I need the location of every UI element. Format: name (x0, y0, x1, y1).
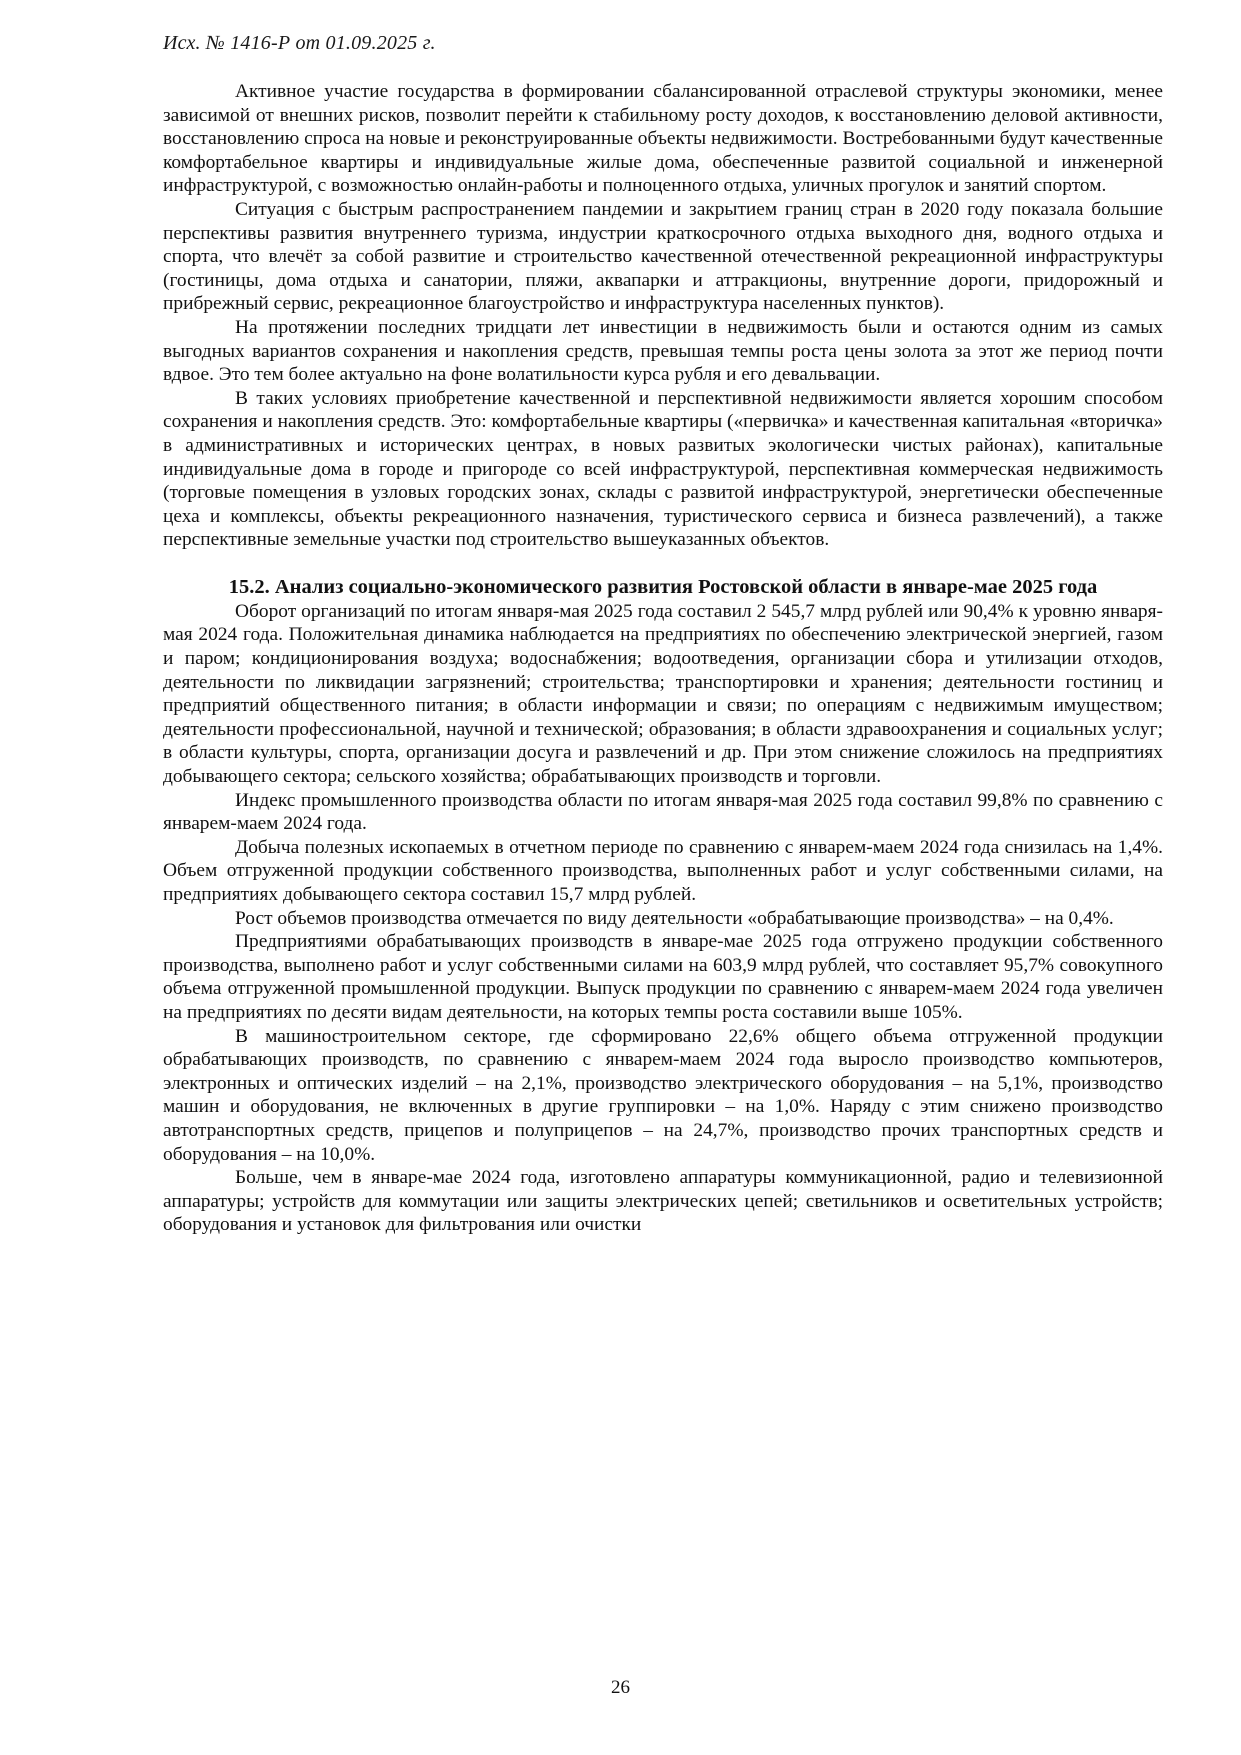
paragraph: Индекс промышленного производства области по итогам января-мая 2025 года составил 99,8% по сравнению с январем-маем 2024 года. (163, 789, 1163, 835)
document-body (163, 80, 1163, 1237)
paragraph: На протяжении последних тридцати лет инвестиции в недвижимость были и остаются одним из самых выгодных вариантов сохранения и накопления средств, превышая темпы роста цены золота за этот же период почти вдвое. Это тем более актуально на фоне волатильности курса рубля и его девальвации. (163, 316, 1163, 386)
section-body (163, 600, 1163, 1237)
paragraph: Активное участие государства в формировании сбалансированной отраслевой структуры экономики, менее зависимой от внешних рисков, позволит перейти к стабильному росту доходов, к восстановлению деловой активности, восстановлению спроса на новые и реконструированные объекты недвижимости. Востребованными будут качественные комфортабельное квартиры и индивидуальные жилые дома, обеспеченные развитой социальной и инженерной инфраструктурой, с возможностью онлайн-работы и полноценного отдыха, уличных прогулок и занятий спортом. (163, 81, 1163, 197)
paragraph: В таких условиях приобретение качественной и перспективной недвижимости является хорошим способом сохранения и накопления средств. Это: комфортабельные квартиры («первичка» и качественная капитальная «вторичка» в административных и исторических центрах, в новых развитых экологически чистых районах), капитальные индивидуальные дома в городе и пригороде со всей инфраструктурой, перспективная коммерческая недвижимость (торговые помещения в узловых городских зонах, склады с развитой инфраструктурой, энергетически обеспеченные цеха и комплексы, объекты рекреационного назначения, туристического сервиса и бизнеса развлечений), а также перспективные земельные участки под строительство вышеуказанных объектов. (163, 387, 1163, 551)
paragraph: Рост объемов производства отмечается по виду деятельности «обрабатывающие производства» – на 0,4%. (235, 907, 1114, 929)
paragraph: Оборот организаций по итогам января-мая 2025 года составил 2 545,7 млрд рублей или 90,4% к уровню января-мая 2024 года. Положительная динамика наблюдается на предприятиях по обеспечению электрической энергией, газом и паром; кондиционирования воздуха; водоснабжения; водоотведения, организации сбора и утилизации отходов, деятельности по ликвидации загрязнений; строительства; транспортировки и хранения; деятельности гостиниц и предприятий общественного питания; в области информации и связи; по операциям с недвижимым имуществом; деятельности профессиональной, научной и технической; образования; в области здравоохранения и социальных услуг; в области культуры, спорта, организации досуга и развлечений и др. При этом снижение сложилось на предприятиях добывающего сектора; сельского хозяйства; обрабатывающих производств и торговли. (163, 600, 1163, 788)
paragraph: В машиностроительном секторе, где сформировано 22,6% общего объема отгруженной продукции обрабатывающих производств, по сравнению с январем-маем 2024 года выросло производство компьютеров, электронных и оптических изделий – на 2,1%, производство электрического оборудования – на 5,1%, производство машин и оборудования, не включенных в другие группировки – на 1,0%. Наряду с этим снижено производство автотранспортных средств, прицепов и полуприцепов – на 24,7%, производство прочих транспортных средств и оборудования – на 10,0%. (163, 1025, 1163, 1165)
section-heading: 15.2. Анализ социально-экономического развития Ростовской области в январе-мае 2025 года (228, 575, 1098, 598)
page-number: 26 (611, 1677, 630, 1698)
paragraph: Предприятиями обрабатывающих производств в январе-мае 2025 года отгружено продукции собственного производства, выполнено работ и услуг собственными силами на 603,9 млрд рублей, что составляет 95,7% совокупного объема отгруженной промышленной продукции. Выпуск продукции по сравнению с январем-маем 2024 года увеличен на предприятиях по десяти видам деятельности, на которых темпы роста составили выше 105%. (163, 931, 1163, 1023)
paragraph: Больше, чем в январе-мае 2024 года, изготовлено аппаратуры коммуникационной, радио и телевизионной аппаратуры; устройств для коммутации или защиты электрических цепей; светильников и осветительных устройств; оборудования и установок для фильтрования или очистки (163, 1167, 1163, 1236)
paragraph: Ситуация с быстрым распространением пандемии и закрытием границ стран в 2020 году показала большие перспективы развития внутреннего туризма, индустрии краткосрочного отдыха выходного дня, водного отдыха и спорта, что влечёт за собой развитие и строительство качественной отечественной рекреационной инфраструктуры (гостиницы, дома отдыха и санатории, пляжи, аквапарки и аттракционы, внутренние дороги, придорожный и прибрежный сервис, рекреационное благоустройство и инфраструктура населенных пунктов). (163, 198, 1163, 315)
intro-section (163, 80, 1163, 552)
outgoing-reference-number: Исх. № 1416-Р от 01.09.2025 г. (163, 32, 436, 54)
paragraph: Добыча полезных ископаемых в отчетном периоде по сравнению с январем-маем 2024 года снизилась на 1,4%. Объем отгруженной продукции собственного производства, выполненных работ и услуг собственными силами, на предприятиях добывающего сектора составил 15,7 млрд рублей. (163, 836, 1163, 905)
